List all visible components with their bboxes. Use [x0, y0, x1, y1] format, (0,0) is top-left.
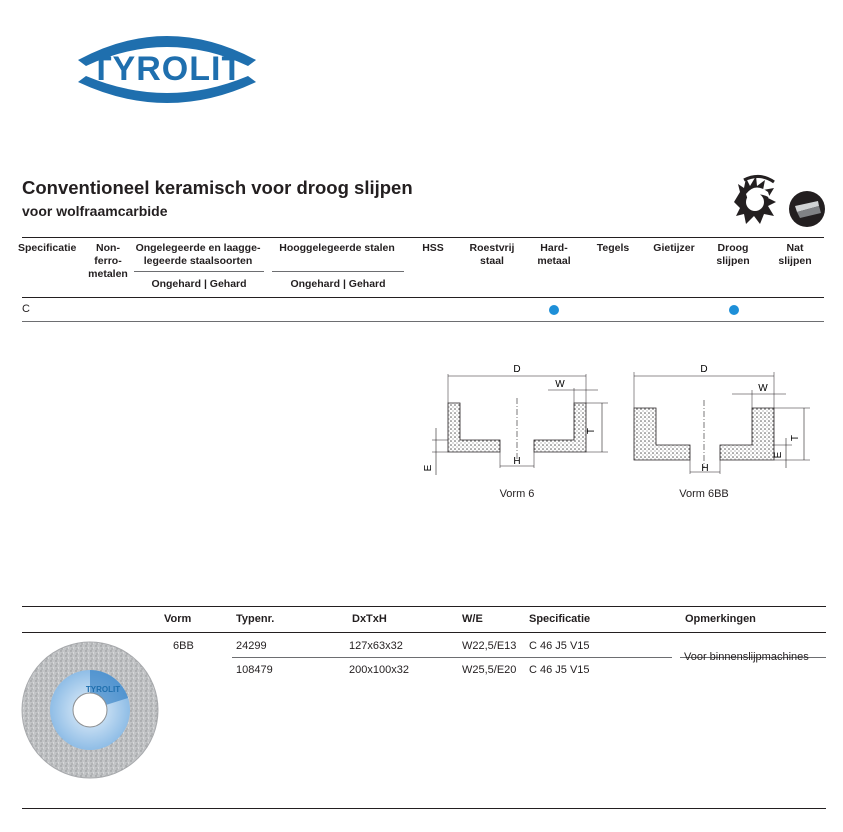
vorm6-label-t: T	[586, 427, 597, 435]
vorm6bb-label-t: T	[790, 434, 801, 442]
vorm-value: 6BB	[173, 640, 194, 652]
product-table-header-rule	[22, 632, 826, 633]
vorm6bb-label-h: H	[701, 463, 709, 474]
row2-typenr: 108479	[236, 664, 273, 676]
col-header-nonferro: Non- ferro- metalen	[88, 242, 128, 280]
col-header-hss: HSS	[422, 242, 444, 254]
col-header-spec: Specificatie	[529, 613, 591, 625]
row1-dxtxh: 127x63x32	[349, 640, 403, 652]
col-header-hardmetal: Hard- metaal	[537, 242, 571, 267]
highalloy-sub-rule	[272, 271, 404, 272]
vorm6-label-w: W	[555, 379, 565, 390]
col-header-dry: Droog slijpen	[716, 242, 750, 267]
page-subtitle: voor wolfraamcarbide	[22, 203, 168, 219]
remarks-value: Voor binnenslijpmachines	[684, 651, 809, 663]
product-table-top-rule	[22, 606, 826, 607]
col-header-vorm: Vorm	[164, 613, 192, 625]
col-header-stainless: Roestvrij staal	[469, 242, 515, 267]
col-header-highalloy: Hooggelegeerde stalen	[279, 242, 395, 254]
vorm6bb-drawing	[620, 360, 820, 480]
spec-table-bottom-rule	[22, 321, 824, 322]
row1-we: W22,5/E13	[462, 640, 517, 652]
col-header-dxtxh: DxTxH	[352, 613, 387, 625]
col-header-remarks: Opmerkingen	[685, 613, 756, 625]
vorm6-label-d: D	[513, 364, 521, 375]
vorm6-caption: Vorm 6	[499, 488, 535, 500]
row2-spec: C 46 J5 V15	[529, 664, 590, 676]
wheel-label-brand: TYROLIT	[85, 685, 121, 694]
dry-grinding-icon	[730, 172, 778, 228]
unalloyed-sub-rule	[134, 271, 264, 272]
col-header-we: W/E	[462, 613, 483, 625]
spec-table-top-rule	[22, 237, 824, 238]
logo-text: TYROLIT	[90, 50, 244, 88]
product-table-bottom-rule	[22, 808, 826, 809]
col-subheader-highalloy: Ongehard | Gehard	[290, 278, 386, 290]
col-subheader-unalloyed: Ongehard | Gehard	[151, 278, 247, 290]
col-header-typenr: Typenr.	[236, 613, 275, 625]
grinding-wheel-photo	[20, 640, 160, 780]
vorm6-drawing	[418, 360, 618, 480]
page-title: Conventioneel keramisch voor droog slijpen	[22, 177, 413, 198]
vorm6bb-label-w: W	[758, 383, 768, 394]
vorm6-label-h: H	[513, 456, 521, 467]
vorm6bb-label-e: E	[773, 451, 784, 459]
col-header-tiles: Tegels	[596, 242, 630, 254]
row2-we: W25,5/E20	[462, 664, 517, 676]
dry-grinding-marker-dot	[729, 305, 739, 315]
col-header-castiron: Gietijzer	[653, 242, 695, 254]
spec-table-header-rule	[22, 297, 824, 298]
tyrolit-logo	[72, 22, 262, 104]
row-divider	[232, 657, 672, 658]
row1-typenr: 24299	[236, 640, 267, 652]
vorm6bb-caption: Vorm 6BB	[679, 488, 729, 500]
col-header-unalloyed: Ongelegeerde en laagge- legeerde staalsoorten	[135, 242, 261, 267]
hardmetal-marker-dot	[549, 305, 559, 315]
vorm6bb-label-d: D	[700, 364, 708, 375]
col-header-spec: Specificatie	[18, 242, 77, 254]
col-header-wet: Nat slijpen	[778, 242, 812, 267]
machine-tool-icon	[788, 190, 826, 228]
spec-row-label: C	[22, 303, 30, 315]
vorm6-label-e: E	[423, 464, 434, 472]
row2-dxtxh: 200x100x32	[349, 664, 409, 676]
row1-spec: C 46 J5 V15	[529, 640, 590, 652]
